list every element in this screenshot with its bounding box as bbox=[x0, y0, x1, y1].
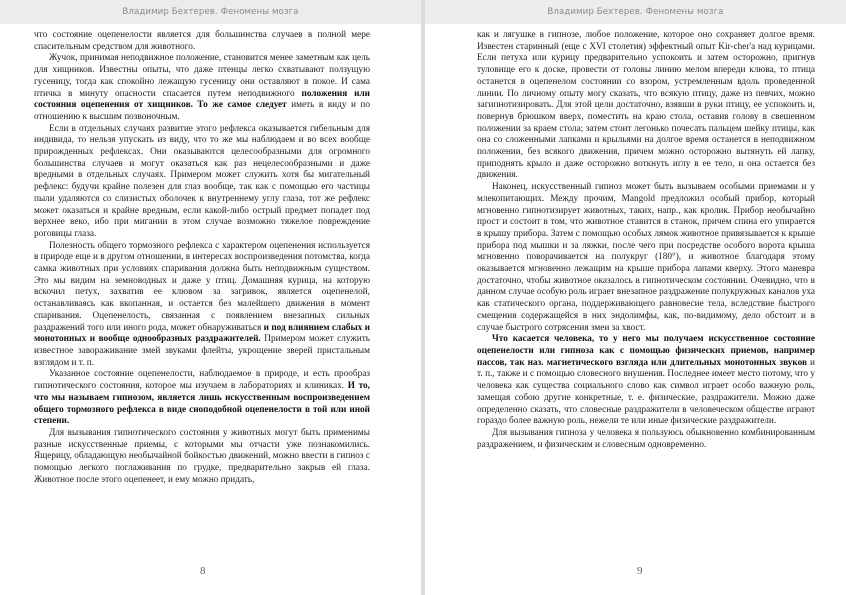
running-header: Владимир Бехтерев. Феномены мозга bbox=[425, 0, 846, 24]
paragraph: Полезность общего тормозного рефлекса с характером оцепенения используется в природе еще и в другом отношении, в интересах воспроизведения потомства, когда самка животных при условиях спаривания должна быть неподвижным существом. Это мы видим на земноводных и даже у птиц. Домашняя курица, на которую вскочил петух, захватив ее клювом за загривок, является оцепенелой, останавливаясь как вкопанная, и остается без малейшего движения в момент спаривания. Оцепенелость, связанная с появлением внезапных сильных раздражений того или иного рода, может обнаруживаться и под влиянием слабых и монотонных и вообще однообразных раздражителей. Примером может служить известное завораживание змей звуками флейты, укрощение зверей пристальным взглядом и т. п. bbox=[34, 240, 370, 368]
paragraph: как и лягушке в гипнозе, любое положение, которое оно сохраняет долгое время. Известен старинный (еще с XVI столетия) эффектный опыт Kir-cher'a над курицами. Если петуха или курицу предварительно успокоить и затем осторожно, пригнув туловище его к доске, провести от головы линию мелом впереди клюва, то птица останется в оцепенелом состоянии со взором, устремленным вдоль проведенной линии. По личному опыту могу сказать, что всякую птицу, даже из певчих, можно загипнотизировать. Для этой цели достаточно, взявши в руки птицу, ее успокоить и, повернув брюшком вверх, поместить на краю стола, оставив голову в свешенном положении за краем стола; затем стоит легонько почесать пальцем шейку птицы, как она со сложенными лапками и крыльями на долгое время останется в неподвижном положении, без всякого движения, причем можно осторожно вытянуть ей лапку, приподнять крыло и даже осторожно воткнуть иглу в ее тело, и она остается без движения. bbox=[477, 30, 815, 181]
left-page bbox=[0, 0, 421, 595]
paragraph: Для вызывания гипноза у человека я пользуюсь обыкновенно комбинированным раздражением, и физическим и словесным одновременно. bbox=[477, 427, 815, 450]
page-text bbox=[34, 30, 370, 486]
right-page bbox=[425, 0, 846, 595]
paragraph: что состояние оцепенелости является для большинства случаев в полной мере спасительным средством для животного. bbox=[34, 30, 370, 52]
running-header: Владимир Бехтерев. Феномены мозга bbox=[0, 0, 421, 24]
page-number: 9 bbox=[637, 565, 643, 577]
paragraph: Если в отдельных случаях развитие этого рефлекса оказывается гибельным для индивида, то нельзя упускать из виду, что то же мы наблюдаем и во всех вообще прирожденных рефлексах. Они оказываются целесообразными для огромного большинства случаев и могут оказаться как раз нецелесообразными и даже вредными в отдельных случаях. Примером может служить хотя бы мигательный рефлекс: будучи крайне полезен для глаз вообще, так как с помощью его частицы пыли удаляются со слизистых оболочек к внутреннему углу глаза, тот же рефлекс может оказаться и крайне вредным, если какой-либо острый предмет попадет под верхнее веко, ибо при мигании в этом случае возможно тяжелое повреждение роговицы глаза. bbox=[34, 123, 370, 239]
page-number: 8 bbox=[200, 565, 206, 577]
paragraph: Указанное состояние оцепенелости, наблюдаемое в природе, и есть прообраз гипнотического состояния, которое мы изучаем в лабораториях и клиниках. И то, что мы называем гипнозом, является лишь искусственным воспроизведением общего тормозного рефлекса в виде сноподобной оцепенелости в той или иной степени. bbox=[34, 369, 370, 427]
paragraph: Наконец, искусственный гипноз может быть вызываем особыми приемами и у млекопитающих. Между прочим, Mangold предложил особый прибор, который мгновенно гипнотизирует животных, таких, напр., как кролик. Прибор необычайно прост и состоит в том, что животное ставится в станок, причем спина его упирается в крышу прибора. Затем с помощью особых лямок животное привязывается к крыше прибора под мышки и за ляжки, после чего при посредстве особого ворота крыша мгновенно поворачивается на полукруг (180°), и животное благодаря этому оказывается мгновенно лежащим на крыше прибора лапами кверху. Этого маневра достаточно, чтобы животное оказалось в гипнотическом состоянии. Очевидно, что в данном случае особую роль играет внезапное раздражение полукружных каналов уха как статического органа, поддерживающего равновесие тела, вследствие быстрого смещения содержащейся в них эндолимфы, как, по-видимому, дело обстоит и в случае быстрого сотрясения змеи за хвост. bbox=[477, 182, 815, 333]
paragraph: Жучок, принимая неподвижное положение, становится менее заметным как цель для хищников. Известны опыты, что даже птенцы легко схватывают ползущую гусеницу, тогда как спокойно лежащую гусеницу они оставляют в покое. И сама птичка в минуту опасности спасается путем неподвижного положения или состояния оцепенения от хищников. То же самое следует иметь в виду и по отношению к высшим позвоночным. bbox=[34, 53, 370, 122]
paragraph: Для вызывания гипнотического состояния у животных могут быть применимы разные искусственные приемы, с которыми мы отчасти уже познакомились. Ящерицу, обладающую необычайной бойкостью движений, можно ввести в гипноз с помощью легкого поглаживания по грудке, предварительно закрыв ей глаза. Животное после этого оцепенеет, и ему можно придать, bbox=[34, 427, 370, 485]
paragraph: Что касается человека, то у него мы получаем искусственное состояние оцепенелости или гипноза как с помощью физических приемов, например пассов, так наз. магнетического взгляда или длительных монотонных звуков и т. п., также и с помощью словесного внушения. Последнее имеет место потому, что у человека как существа социального слово как символ играет особо важную роль, замещая собою другие конкретные, т. е. физические, раздражители. Можно даже определенно сказать, что словесные раздражители в человеческом обществе играют гораздо более важную роль, нежели те или иные физические раздражители. bbox=[477, 334, 815, 427]
page-text bbox=[477, 30, 815, 451]
